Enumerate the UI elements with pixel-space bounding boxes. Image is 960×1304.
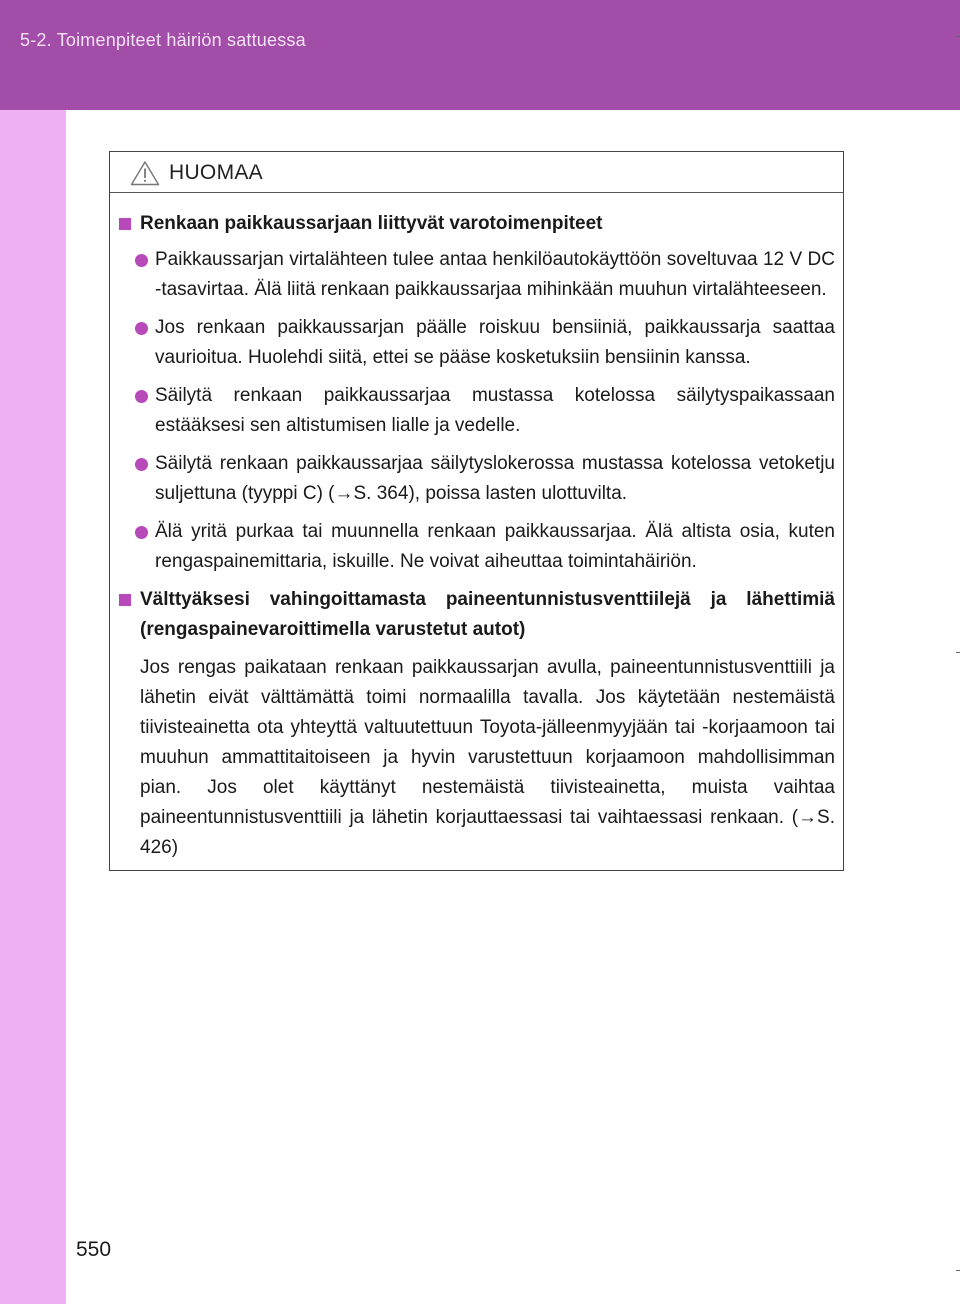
list-item-text: Säilytä renkaan paikkaussarjaa mustassa kotelossa säilytyspaikassaan estääksesi sen altistumisen lialle ja vedelle. <box>155 385 835 436</box>
section-title: 5-2. Toimenpiteet häiriön sattuessa <box>20 30 306 50</box>
list-item <box>135 245 835 305</box>
round-bullet-icon <box>135 458 148 471</box>
warning-triangle-icon <box>130 160 160 186</box>
section-heading <box>116 585 835 645</box>
notice-box <box>109 151 844 871</box>
crop-mark <box>956 36 960 37</box>
square-bullet-icon <box>119 594 131 606</box>
header-band <box>0 0 960 110</box>
crop-mark <box>956 652 960 653</box>
section-paragraph: Jos rengas paikataan renkaan paikkaussarjan avulla, paineentunnistusventtiili ja lähetin eivät välttämättä toimi normaalilla tavalla. Jos käytetään nestemäistä tiivisteainetta ota yhteyttä valtuutettuun Toyota-jälleenmyyjään tai -korjaamoon tai muuhun ammattitaitoiseen ja hyvin varustettuun korjaamoon mahdollisimman pian. Jos olet käyttänyt nestemäistä tiivisteainetta, muista vaihtaa paineentunnistusventtiili ja lähetin korjauttaessasi tai vaihtaessasi renkaan. (→S. 426) <box>140 657 835 858</box>
notice-body <box>110 193 843 863</box>
list-item <box>135 517 835 577</box>
section-heading-text: Välttyäksesi vahingoittamasta paineentunnistusventtiilejä ja lähettimiä (rengaspainevaroittimella varustetut autot) <box>140 589 835 640</box>
list-item-text: Älä yritä purkaa tai muunnella renkaan paikkaussarjaa. Älä altista osia, kuten rengaspainemittaria, iskuille. Ne voivat aiheuttaa toimintahäiriön. <box>155 521 835 572</box>
list-item-text: Jos renkaan paikkaussarjan päälle roiskuu bensiiniä, paikkaussarja saattaa vaurioitua. Huolehdi siitä, ettei se pääse kosketuksiin bensiinin kanssa. <box>155 317 835 368</box>
notice-header <box>110 152 843 193</box>
list-item-text: Paikkaussarjan virtalähteen tulee antaa henkilöautokäyttöön soveltuvaa 12 V DC -tasavirtaa. Älä liitä renkaan paikkaussarjaa mihinkään muuhun virtalähteeseen. <box>155 249 835 300</box>
round-bullet-icon <box>135 390 148 403</box>
side-strip <box>0 110 66 1304</box>
square-bullet-icon <box>119 218 131 230</box>
list-item-text: Säilytä renkaan paikkaussarjaa säilytyslokerossa mustassa kotelossa vetoketju suljettuna (tyyppi C) (→S. 364), poissa lasten ulottuvilta. <box>155 453 835 504</box>
round-bullet-icon <box>135 526 148 539</box>
section-heading-text: Renkaan paikkaussarjaan liittyvät varotoimenpiteet <box>140 213 603 234</box>
notice-title: HUOMAA <box>169 161 263 184</box>
round-bullet-icon <box>135 254 148 267</box>
crop-mark <box>956 1270 960 1271</box>
section-heading <box>116 209 835 239</box>
list-item <box>135 449 835 509</box>
round-bullet-icon <box>135 322 148 335</box>
page-number: 550 <box>76 1238 112 1261</box>
list-item <box>135 313 835 373</box>
list-item <box>135 381 835 441</box>
